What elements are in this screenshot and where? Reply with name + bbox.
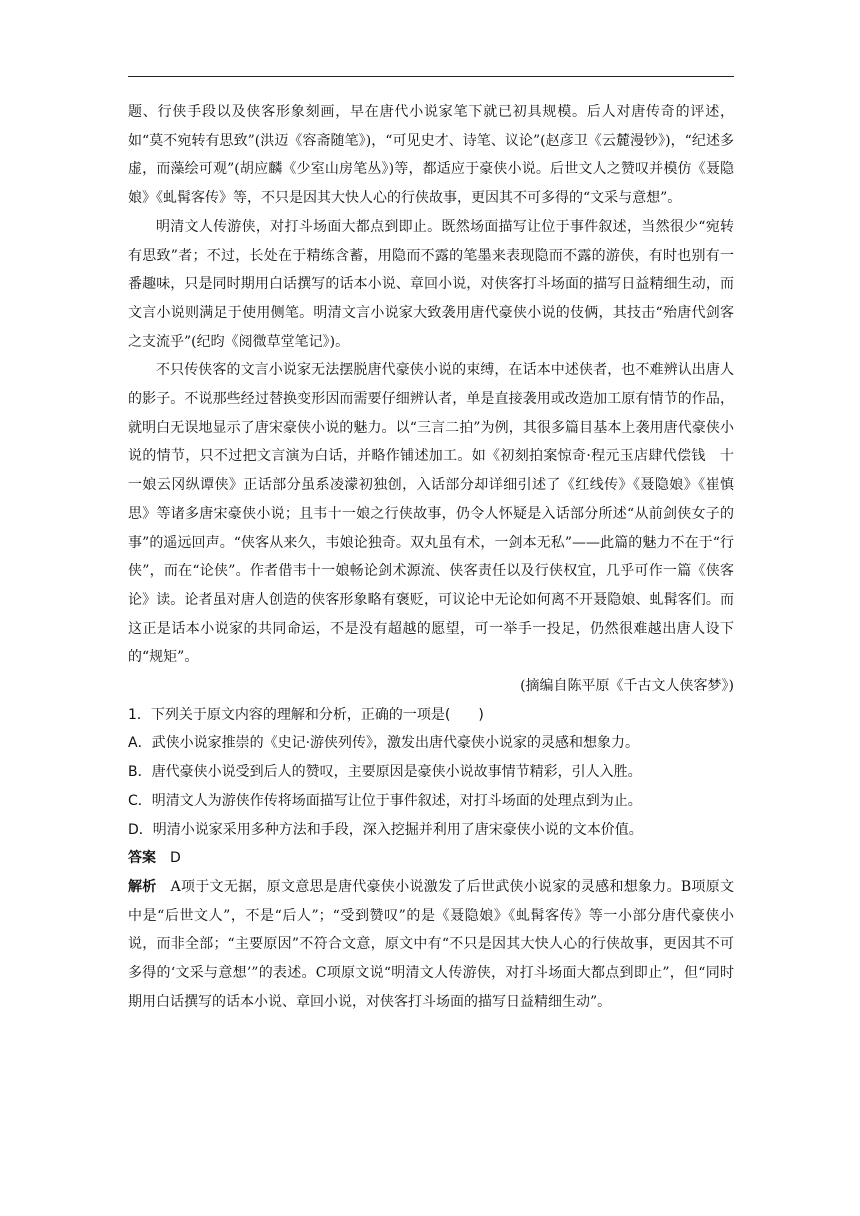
option-a: A．武侠小说家推崇的《史记·游侠列传》，激发出唐代豪侠小说家的灵感和想象力。 <box>128 735 640 752</box>
page-content <box>128 98 734 1017</box>
answer-value: D <box>170 850 181 867</box>
answer-label: 答案 <box>128 850 156 867</box>
answer-line <box>128 844 734 873</box>
option-d: D．明清小说家采用多种方法和手段，深入挖掘并利用了唐宋豪侠小说的文本价值。 <box>128 821 643 838</box>
analysis-label: 解析 <box>128 878 157 895</box>
passage-source: (摘编自陈平原《千古文人侠客梦》) <box>520 678 734 695</box>
option-b: B．唐代豪侠小说受到后人的赞叹，主要原因是豪侠小说故事情节精彩，引人入胜。 <box>128 764 642 781</box>
option-c: C．明清文人为游侠作传将场面描写让位于事件叙述，对打斗场面的处理点到为止。 <box>128 792 642 809</box>
analysis <box>128 873 734 1017</box>
passage-paragraph-2: 明清文人传游侠，对打斗场面大都点到即止。既然场面描写让位于事件叙述，当然很少“宛转有思致”者；不过，长处在于精练含蓄，用隐而不露的笔墨来表现隐而不露的游侠，有时也别有一番趣味，只是同时期用白话撰写的话本小说、章回小说，对侠客打斗场面的描写日益精细生动，而文言小说则满足于使用侧笔。明清文言小说家大致袭用唐代豪侠小说的伎俩，其技击“殆唐代剑客之支流乎”(纪昀《阅微草堂笔记》)。 <box>128 218 734 350</box>
header-rule <box>128 76 734 77</box>
analysis-text: A项于文无据，原文意思是唐代豪侠小说激发了后世武侠小说家的灵感和想象力。B项原文中是“后世文人”，不是“后人”；“受到赞叹”的是《聂隐娘》《虬髯客传》等一小部分唐代豪侠小说，而非全部；“主要原因”不符合文意，原文中有“不只是因其大快人心的行侠故事，更因其不可多得的‘文采与意想’”的表述。C项原文说“明清文人传游侠，对打斗场面大都点到即止”，但“同时期用白话撰写的话本小说、章回小说，对侠客打斗场面的描写日益精细生动”。 <box>128 878 735 1010</box>
question-stem: 1．下列关于原文内容的理解和分析，正确的一项是( ) <box>128 706 484 723</box>
passage-paragraph-1: 题、行侠手段以及侠客形象刻画，早在唐代小说家笔下就已初具规模。后人对唐传奇的评述，如“莫不宛转有思致”(洪迈《容斋随笔》)，“可见史才、诗笔、议论”(赵彦卫《云麓漫钞》)，“纪述多虚，而藻绘可观”(胡应麟《少室山房笔丛》)等，都适应于豪侠小说。后世文人之赞叹并模仿《聂隐娘》《虬髯客传》等，不只是因其大快人心的行侠故事，更因其不可多得的“文采与意想”。 <box>128 104 734 207</box>
passage-paragraph-3: 不只传侠客的文言小说家无法摆脱唐代豪侠小说的束缚，在话本中述侠者，也不难辨认出唐人的影子。不说那些经过替换变形因而需要仔细辨认者，单是直接袭用或改造加工原有情节的作品，就明白无误地显示了唐宋豪侠小说的魅力。以“三言二拍”为例，其很多篇目基本上袭用唐代豪侠小说的情节，只不过把文言演为白话，并略作铺述加工。如《初刻拍案惊奇·程元玉店肆代偿钱 十一娘云冈纵谭侠》正话部分虽系凌濛初独创，入话部分却详细引述了《红线传》《聂隐娘》《崔慎思》等诸多唐宋豪侠小说；且韦十一娘之行侠故事，仍令人怀疑是入话部分所述“从前剑侠女子的事”的遥远回声。“侠客从来久，韦娘论独奇。双丸虽有术，一剑本无私”——此篇的魅力不在于“行侠”，而在“论侠”。作者借韦十一娘畅论剑术源流、侠客责任以及行侠权宜，几乎可作一篇《侠客论》读。论者虽对唐人创造的侠客形象略有褒贬，可议论中无论如何离不开聂隐娘、虬髯客们。而这正是话本小说家的共同命运，不是没有超越的愿望，可一举手一投足，仍然很难越出唐人设下的“规矩”。 <box>128 362 734 666</box>
